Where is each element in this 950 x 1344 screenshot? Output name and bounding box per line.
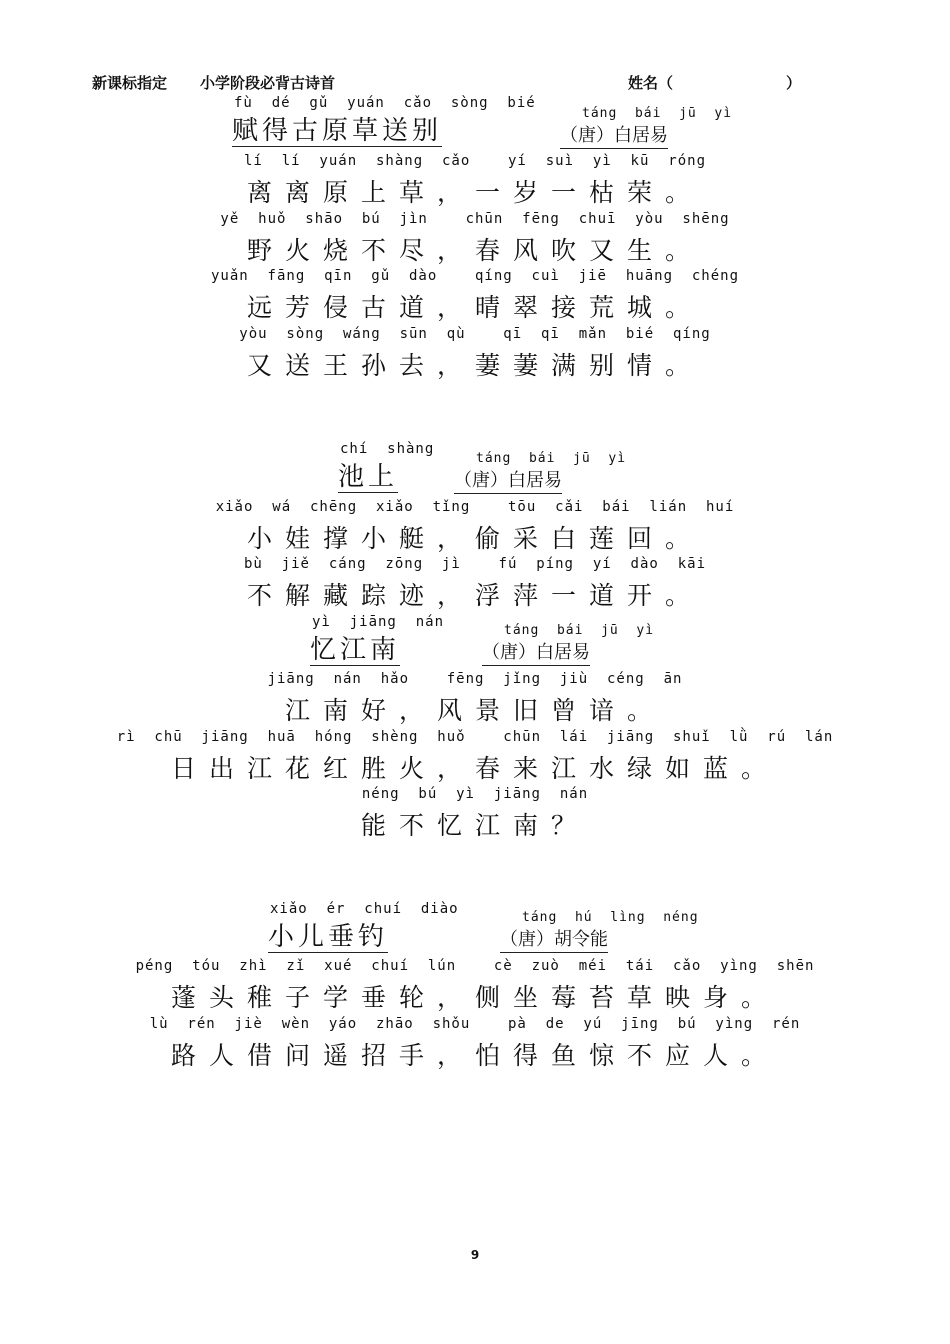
header-left-label: 新课标指定 (92, 74, 168, 92)
poem-line: 日出江花红胜火，春来江水绿如蓝。 (170, 754, 779, 783)
poem-line: 远芳侵古道，晴翠接荒城。 (246, 293, 703, 322)
poem-line: 不解藏踪迹，浮萍一道开。 (246, 581, 703, 610)
poem-author-pinyin: táng bái jū yì (582, 106, 733, 121)
poem-line: 江南好，风景旧曾谙。 (284, 696, 665, 725)
poem-line: 蓬头稚子学垂轮，侧坐莓苔草映身。 (170, 983, 779, 1012)
poem-line-pinyin: rì chū jiāng huā hóng shèng huǒ chūn lái jiāng shuǐ lǜ rú lán (116, 729, 834, 745)
poem-line: 离离原上草，一岁一枯荣。 (246, 178, 703, 207)
poem-author: （唐）白居易 (560, 124, 668, 149)
poem-line-pinyin: xiǎo wá chēng xiǎo tǐng tōu cǎi bái lián huí (215, 499, 735, 515)
poem-line: 路人借问遥招手，怕得鱼惊不应人。 (170, 1041, 779, 1070)
poem-line-pinyin: yě huǒ shāo bú jìn chūn fēng chuī yòu shēng (220, 211, 730, 227)
poem-line-pinyin: lù rén jiè wèn yáo zhāo shǒu pà de yú jīng bú yìng rén (149, 1016, 801, 1032)
poem-author-pinyin: táng bái jū yì (476, 451, 627, 466)
page-number: 9 (470, 1248, 480, 1262)
poem-title: 池上 (338, 462, 399, 492)
poem-line-pinyin: yòu sòng wáng sūn qù qī qī mǎn bié qíng (239, 326, 711, 342)
poem-title: 赋得古原草送别 (232, 116, 443, 146)
name-label: 姓名（ (628, 74, 674, 92)
poem-line: 能不忆江南？ (360, 811, 589, 840)
header-title: 小学阶段必背古诗首 (200, 74, 336, 92)
poem-title-pinyin: yì jiāng nán (312, 614, 445, 630)
poem-title: 忆江南 (310, 635, 401, 665)
poem-line-pinyin: bù jiě cáng zōng jì fú píng yí dào kāi (243, 556, 706, 572)
poem-title: 小儿垂钓 (268, 922, 389, 952)
poem-line: 小娃撑小艇，偷采白莲回。 (246, 524, 703, 553)
poem-line-pinyin: yuǎn fāng qīn gǔ dào qíng cuì jiē huāng chéng (210, 268, 739, 284)
poem-title-pinyin: xiǎo ér chuí diào (270, 901, 459, 917)
poem-line: 又送王孙去，萋萋满别情。 (246, 351, 703, 380)
poem-author-pinyin: táng bái jū yì (504, 623, 655, 638)
poem-line-pinyin: péng tóu zhì zǐ xué chuí lún cè zuò méi tái cǎo yìng shēn (135, 958, 815, 974)
poem-author-pinyin: táng hú lìng néng (522, 910, 699, 925)
poem-title-pinyin: chí shàng (340, 441, 435, 457)
name-close-paren: ） (786, 74, 802, 92)
page-header (0, 72, 950, 94)
poem-title-pinyin: fù dé gǔ yuán cǎo sòng bié (234, 95, 536, 111)
poem-author: （唐）白居易 (454, 469, 562, 494)
poem-line-pinyin: néng bú yì jiāng nán (361, 786, 589, 802)
poem-author: （唐）胡令能 (500, 928, 608, 953)
poem-line-pinyin: lí lí yuán shàng cǎo yí suì yì kū róng (243, 153, 706, 169)
poem-line-pinyin: jiāng nán hǎo fēng jǐng jiù céng ān (267, 671, 683, 687)
poem-line: 野火烧不尽，春风吹又生。 (246, 236, 703, 265)
poem-author: （唐）白居易 (482, 641, 590, 666)
